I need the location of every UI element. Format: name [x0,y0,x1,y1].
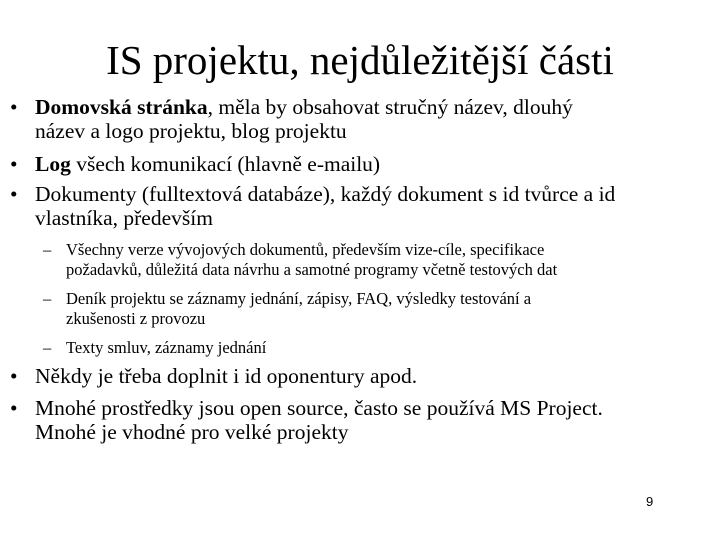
bullet-line: název a logo projektu, blog projektu [35,119,347,143]
bullet-bold-term: Domovská stránka [35,95,208,119]
dash-mark: – [43,240,52,259]
bullet-text [35,95,705,143]
bullet-line: Mnohé je vhodné pro velké projekty [35,420,349,444]
bullet-line [35,152,705,176]
bullet-line [35,95,705,119]
bullet-text [35,396,705,444]
bullet-line-text: všech komunikací (hlavně e-mailu) [70,152,381,176]
bullet-line: Někdy je třeba doplnit i id oponentury apod. [35,364,418,388]
bullet-mark: • [10,152,18,176]
subitem-line: požadavků, důležitá data návrhu a samotné programy včetně testových dat [66,259,558,279]
dash-mark: – [43,289,52,308]
bullet-mark: • [10,396,18,420]
subitem-line: Texty smluv, záznamy jednání [66,338,267,357]
bullet-bold-term: Log [35,152,71,176]
subitem-line: Všechny verze vývojových dokumentů, především vize-cíle, specifikace [66,240,545,259]
subitem-line: zkušenosti z provozu [66,308,206,328]
subitem-text [66,240,706,279]
bullet-line: Dokumenty (fulltextová databáze), každý dokument s id tvůrce a id [35,182,616,206]
slide-title: IS projektu, nejdůležitější části [106,37,614,83]
bullet-text [35,364,705,388]
subitem-text [66,289,706,328]
bullet-line-text: , měla by obsahovat stručný název, dlouhý [207,95,573,119]
bullet-text [35,152,705,176]
subitem-line: Deník projektu se záznamy jednání, zápisy, FAQ, výsledky testování a [66,289,532,308]
bullet-line: Mnohé prostředky jsou open source, často se používá MS Project. [35,396,603,420]
page-number: 9 [646,494,654,509]
dash-mark: – [43,338,52,357]
subitem-text [66,338,706,358]
bullet-line: vlastníka, především [35,206,213,230]
bullet-mark: • [10,364,18,388]
bullet-mark: • [10,182,18,206]
bullet-mark: • [10,95,18,119]
bullet-text [35,182,705,230]
